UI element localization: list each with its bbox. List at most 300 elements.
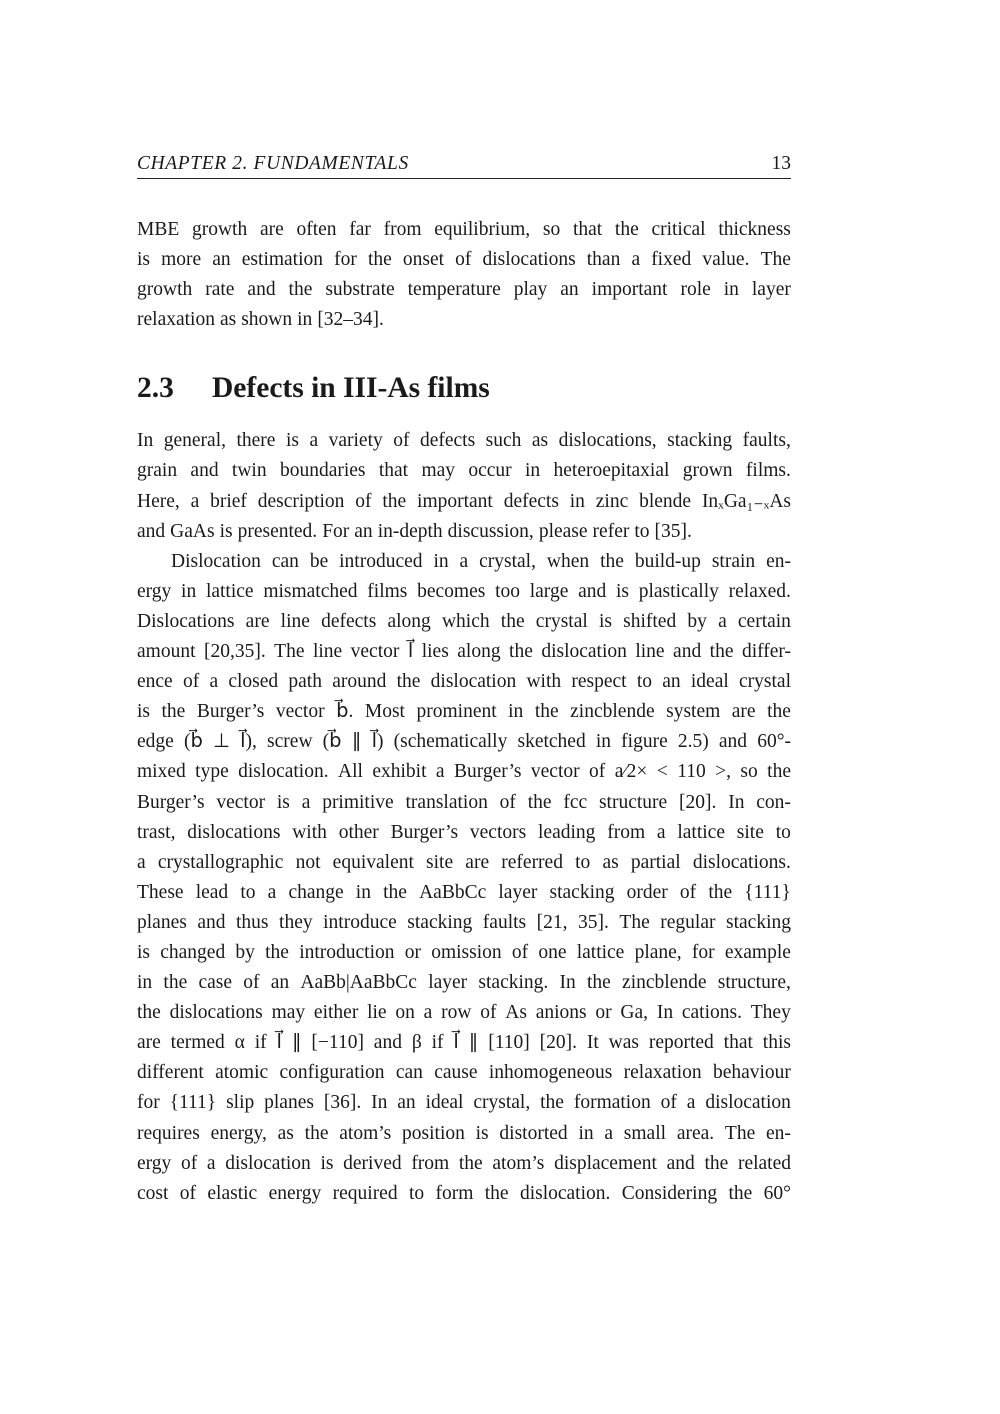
paragraph-continuation <box>137 215 791 335</box>
word: atom’s <box>492 1152 545 1174</box>
word: In <box>559 972 576 994</box>
word: in <box>578 1122 594 1144</box>
word: All <box>338 761 363 783</box>
word: are <box>137 1032 161 1054</box>
word: important <box>417 490 493 512</box>
word: of <box>355 490 372 512</box>
word: [36]. <box>323 1092 362 1114</box>
word: Burger’s <box>453 761 522 783</box>
word: derived <box>343 1152 402 1174</box>
text-line <box>137 878 791 908</box>
word: behaviour <box>712 1062 791 1084</box>
word: and <box>137 520 166 542</box>
word: of <box>179 1182 197 1204</box>
word: may <box>421 460 456 482</box>
word: fcc <box>563 791 588 813</box>
word: is <box>285 430 299 452</box>
word: and <box>578 580 607 602</box>
word: from <box>411 1152 450 1174</box>
word: of <box>455 249 472 271</box>
word: line <box>280 610 310 632</box>
word: more <box>161 249 202 271</box>
word: thus <box>236 911 269 933</box>
word: α <box>234 1032 245 1054</box>
word: the <box>161 701 186 723</box>
word: ergy <box>137 1152 172 1174</box>
word: and <box>666 1152 695 1174</box>
word: is <box>137 701 151 723</box>
text-line <box>137 456 791 486</box>
word: the <box>484 1182 509 1204</box>
body-text <box>137 215 791 1209</box>
word: the <box>527 791 552 813</box>
word: grain <box>137 460 178 482</box>
word: lead <box>195 881 229 903</box>
section-heading <box>137 368 791 408</box>
word: in <box>355 881 371 903</box>
word: type <box>195 761 229 783</box>
word: structure <box>598 791 668 813</box>
word: figure <box>621 731 668 753</box>
word: >, <box>715 761 731 783</box>
word: displacement <box>554 1152 657 1174</box>
word: discussion, <box>447 520 534 542</box>
word: (schematically <box>393 731 508 753</box>
word: differ- <box>741 641 791 663</box>
word: In <box>371 1092 388 1114</box>
word: Dislocation <box>171 550 261 572</box>
word: ∥ <box>351 731 362 753</box>
word: exhibit <box>372 761 427 783</box>
word: as <box>602 851 619 873</box>
word: edge <box>137 731 174 753</box>
word: shifted <box>623 610 677 632</box>
word: ergy <box>137 580 172 602</box>
word: the <box>509 641 533 663</box>
word: so <box>542 219 561 240</box>
word: (b⃗ <box>322 731 342 753</box>
word: that <box>572 219 603 240</box>
word: and <box>673 641 702 663</box>
word: an <box>270 972 290 994</box>
word: in <box>525 460 541 482</box>
word: dislocation <box>705 1092 791 1114</box>
word: of <box>589 761 606 783</box>
word: ⊥ <box>212 731 230 753</box>
word: stacking <box>549 881 615 903</box>
word: not <box>295 851 321 873</box>
word: strain <box>711 550 756 572</box>
word: slip <box>226 1092 255 1114</box>
word: an <box>212 249 231 271</box>
word: plane, <box>634 941 682 963</box>
word: faults <box>482 911 527 933</box>
word: from <box>607 821 646 843</box>
text-line <box>137 1058 791 1088</box>
word: the <box>163 972 188 994</box>
word: referred <box>501 851 563 873</box>
word: atom’s <box>339 1122 392 1144</box>
word: In <box>656 1002 674 1024</box>
word: vector <box>275 701 325 723</box>
word: if <box>431 1032 444 1054</box>
word: line <box>312 641 343 663</box>
word: which <box>441 610 490 632</box>
word: presented. <box>237 520 318 542</box>
word: a <box>206 1152 216 1174</box>
word: energy, <box>210 1122 267 1144</box>
word: from <box>383 219 422 240</box>
word: Ga, <box>620 1002 649 1024</box>
word: around <box>332 671 387 693</box>
word: trast, <box>137 821 176 843</box>
paragraph-dislocations <box>137 547 791 1209</box>
word: defects <box>503 490 559 512</box>
word: the <box>137 1002 161 1024</box>
word: description <box>257 490 345 512</box>
word: introduce <box>323 911 397 933</box>
word: films <box>367 580 408 602</box>
word: to <box>240 881 256 903</box>
word: stacking <box>407 911 473 933</box>
word: a <box>267 881 277 903</box>
word: en- <box>766 550 791 572</box>
word: as <box>531 430 549 452</box>
word: to <box>575 851 591 873</box>
page-number: 13 <box>771 153 791 174</box>
word: layer <box>428 972 468 994</box>
word: zincblende <box>622 972 707 994</box>
section-title: Defects in III-As films <box>212 372 490 405</box>
word: there <box>236 430 276 452</box>
word: The <box>724 1122 756 1144</box>
word: the <box>767 761 791 783</box>
word: blende <box>639 490 692 512</box>
word: a <box>423 1002 433 1024</box>
word: layer <box>751 279 791 301</box>
word: dislocations <box>169 1002 263 1024</box>
word: area. <box>676 1122 715 1144</box>
word: onset <box>402 249 445 271</box>
word: small <box>623 1122 667 1144</box>
word: {111} <box>169 1092 217 1114</box>
word: the <box>288 279 313 301</box>
text-line <box>137 968 791 998</box>
word: please <box>538 520 588 542</box>
word: refer <box>592 520 630 542</box>
word: along <box>457 641 501 663</box>
word: example <box>724 941 791 963</box>
word: an <box>397 1092 416 1114</box>
word: change <box>288 881 344 903</box>
word: crystal, <box>479 550 536 572</box>
word: {111} <box>744 881 791 903</box>
word: role <box>680 279 711 301</box>
word: the <box>367 249 392 271</box>
word: this <box>762 1032 791 1054</box>
word: GaAs <box>170 520 215 542</box>
word: estimation <box>241 249 324 271</box>
word: build-up <box>634 550 701 572</box>
word: crystal <box>535 610 588 632</box>
word: different <box>137 1062 204 1084</box>
word: mixed <box>137 761 186 783</box>
word: mismatched <box>263 580 358 602</box>
word: or <box>595 1002 612 1024</box>
word: fixed <box>651 249 692 271</box>
word: amount <box>137 641 196 663</box>
word: It <box>586 1032 599 1054</box>
word: con- <box>756 791 791 813</box>
word: a <box>435 761 445 783</box>
word: cause <box>434 1062 478 1084</box>
word: a <box>631 249 641 271</box>
word: the <box>704 1152 729 1174</box>
word: regular <box>660 911 716 933</box>
word: ence <box>137 671 173 693</box>
word: path <box>288 671 322 693</box>
word: 60° <box>763 1182 791 1204</box>
word: of <box>660 1092 677 1114</box>
word: l⃗ <box>453 1032 459 1054</box>
word: is <box>320 1152 334 1174</box>
word: a <box>686 1092 696 1114</box>
word: inhomogeneous <box>488 1062 613 1084</box>
text-line <box>137 487 791 517</box>
word: zinc <box>595 490 629 512</box>
word: in <box>181 580 197 602</box>
word: an <box>354 520 373 542</box>
text-line <box>137 607 791 637</box>
word: and <box>190 460 219 482</box>
word: in <box>433 550 449 572</box>
word: [20]. <box>539 1032 578 1054</box>
word: ∥ <box>468 1032 479 1054</box>
word: screw <box>267 731 313 753</box>
word: Burger’s <box>137 791 205 813</box>
text-line <box>137 1179 791 1209</box>
word: leading <box>538 821 596 843</box>
text-line <box>137 305 791 335</box>
word: ∥ <box>291 1032 302 1054</box>
word: than <box>586 249 621 271</box>
word: the <box>540 1092 564 1114</box>
word: lattice <box>205 580 254 602</box>
word: sketched <box>517 731 586 753</box>
text-line <box>137 938 791 968</box>
word: the <box>458 1152 483 1174</box>
word: lies <box>421 641 449 663</box>
word: dislocation <box>541 641 627 663</box>
word: of <box>243 972 260 994</box>
word: introduction <box>299 941 395 963</box>
word: termed <box>170 1032 225 1054</box>
word: line <box>635 641 665 663</box>
word: the <box>708 881 733 903</box>
word: in <box>595 731 612 753</box>
word: when <box>546 550 590 572</box>
word: of <box>679 881 697 903</box>
word: site <box>736 821 764 843</box>
word: lattice <box>576 941 625 963</box>
word: to <box>408 1182 425 1204</box>
word: For <box>322 520 350 542</box>
word: dislocation. <box>519 1182 611 1204</box>
word: The <box>619 911 650 933</box>
word: < <box>656 761 668 783</box>
word: a <box>190 490 200 512</box>
word: in <box>723 279 739 301</box>
word: variety <box>328 430 383 452</box>
word: can <box>271 550 299 572</box>
word: 2.5) <box>677 731 709 753</box>
word: if <box>254 1032 267 1054</box>
word: In <box>728 791 745 813</box>
word: ideal <box>690 671 729 693</box>
word: The <box>760 249 791 271</box>
word: [20]. <box>679 791 717 813</box>
text-line <box>137 998 791 1028</box>
word: a <box>459 550 469 572</box>
word: films. <box>745 460 791 482</box>
word: in <box>569 490 585 512</box>
word: Considering <box>621 1182 718 1204</box>
word: the <box>728 1182 753 1204</box>
word: a <box>604 1122 614 1144</box>
word: for <box>691 941 715 963</box>
word: planes <box>264 1092 314 1114</box>
word: row <box>441 1002 472 1024</box>
word: l⃗) <box>371 731 384 753</box>
word: the <box>767 701 791 723</box>
word: l⃗ <box>407 641 414 663</box>
word: structure, <box>717 972 791 994</box>
word: crystal <box>739 671 791 693</box>
word: reported <box>648 1032 714 1054</box>
word: large <box>529 580 569 602</box>
text-line <box>137 1028 791 1058</box>
word: temperature <box>407 279 501 301</box>
word: They <box>750 1002 791 1024</box>
word: may <box>271 1002 306 1024</box>
word: formation <box>573 1092 651 1114</box>
word: twin <box>231 460 267 482</box>
word: boundaries <box>279 460 366 482</box>
text-line <box>137 1149 791 1179</box>
text-line <box>137 667 791 697</box>
word: is <box>615 580 629 602</box>
word: distorted <box>499 1122 568 1144</box>
word: elastic <box>207 1182 258 1204</box>
word: is <box>475 1122 489 1144</box>
word: lattice <box>677 821 725 843</box>
word: Burger’s <box>196 701 265 723</box>
word: partial <box>630 851 681 873</box>
word: be <box>309 550 329 572</box>
word: the <box>586 972 611 994</box>
word: the <box>396 671 421 693</box>
word: the <box>614 219 639 240</box>
text-line <box>137 908 791 938</box>
word: are <box>465 851 490 873</box>
word: for <box>334 249 357 271</box>
word: is <box>137 941 151 963</box>
word: far <box>349 219 371 240</box>
word: MBE <box>137 219 180 240</box>
word: dislocation <box>430 671 517 693</box>
text-line <box>137 577 791 607</box>
word: cations. <box>681 1002 742 1024</box>
word: that <box>723 1032 753 1054</box>
word: ideal <box>425 1092 464 1114</box>
word: relaxed. <box>728 580 791 602</box>
word: a⁄2× <box>614 761 648 783</box>
word: a <box>301 791 311 813</box>
word: configuration <box>279 1062 385 1084</box>
word: of <box>180 1152 198 1174</box>
word: of <box>511 941 529 963</box>
word: the <box>500 610 525 632</box>
text-line <box>137 275 791 305</box>
word: stacking <box>667 430 733 452</box>
word: position <box>402 1122 465 1144</box>
word: an <box>662 671 681 693</box>
word: the <box>709 641 734 663</box>
text-line <box>137 215 791 245</box>
word: of <box>393 430 410 452</box>
word: dislocations. <box>692 851 791 873</box>
word: can <box>395 1062 423 1084</box>
word: along <box>387 610 431 632</box>
word: [35]. <box>654 520 692 542</box>
word: value. <box>702 249 750 271</box>
word: dislocations <box>482 249 576 271</box>
word: planes <box>137 911 187 933</box>
paragraph-intro <box>137 426 791 546</box>
text-line <box>137 788 791 818</box>
word: to <box>636 671 652 693</box>
word: general, <box>163 430 226 452</box>
word: are <box>245 610 270 632</box>
word: so <box>740 761 758 783</box>
word: as <box>219 309 237 331</box>
word: occur <box>468 460 512 482</box>
word: As <box>505 1002 527 1024</box>
word: they <box>279 911 313 933</box>
word: zincblende <box>570 701 655 723</box>
word: becomes <box>417 580 486 602</box>
word: grown <box>682 460 733 482</box>
word: the <box>382 490 407 512</box>
word: growth <box>191 219 248 240</box>
word: In <box>137 430 154 452</box>
word: and <box>373 1032 402 1054</box>
word: the <box>600 550 624 572</box>
word: stacking <box>726 911 791 933</box>
word: crystal, <box>473 1092 531 1114</box>
word: is <box>137 249 151 271</box>
word: These <box>137 881 184 903</box>
word: on <box>395 1002 415 1024</box>
word: too <box>495 580 520 602</box>
word: dislocations, <box>558 430 657 452</box>
word: the <box>304 1122 329 1144</box>
word: in <box>137 972 153 994</box>
word: Most <box>364 701 405 723</box>
word: the <box>383 881 407 903</box>
word: faults, <box>742 430 791 452</box>
word: is <box>598 610 612 632</box>
